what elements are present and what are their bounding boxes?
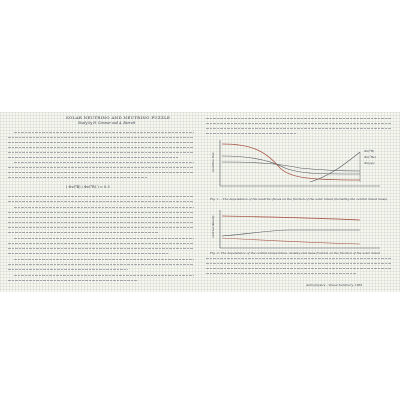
figure-1-neutrino-flux-plot [210, 138, 390, 194]
fig1-legend-pp: Φν(pp) [364, 161, 375, 165]
fig1-curve-pp [222, 162, 360, 171]
document-byline: Study by H. Gimmer and A. Barrett [78, 121, 136, 125]
fig1-curve-be7 [222, 156, 360, 174]
fig1-legend-b8: Φν(⁸B) [364, 149, 375, 153]
document-title: SOLAR NEUTRINO AND NEUTRINO PUZZLE [66, 115, 171, 120]
figure-2-caption: Fig. 2. The dependence of the central temperature, density and mass fraction on the fraction of the solar mixed [210, 251, 381, 255]
fig2-curve-density [222, 230, 360, 236]
figure-2-central-conditions-plot [210, 208, 390, 254]
manuscript-page [0, 112, 400, 292]
fig2-curve-temperature [222, 216, 360, 220]
svg-text:central density: central density [211, 215, 215, 238]
fig2-curve-mass [222, 238, 360, 244]
fig1-curve-b8 [222, 144, 360, 180]
svg-text:neutrino flux: neutrino flux [211, 152, 215, 172]
flux-ratio-equation: ( Φν(⁸B) / Φν(⁸B) ) ≈ 0.3 [66, 185, 110, 189]
signature: Astrophysics - Visual Summary, 1963 [306, 283, 363, 287]
fig1-curve-extra [310, 152, 360, 182]
fig1-legend-be7: Φν(⁷Be) [364, 155, 376, 159]
figure-1-caption: Fig. 1. - The dependence of the neutrino fluxes on the fraction of the solar mixed (including the central mixed mass) [210, 197, 387, 201]
